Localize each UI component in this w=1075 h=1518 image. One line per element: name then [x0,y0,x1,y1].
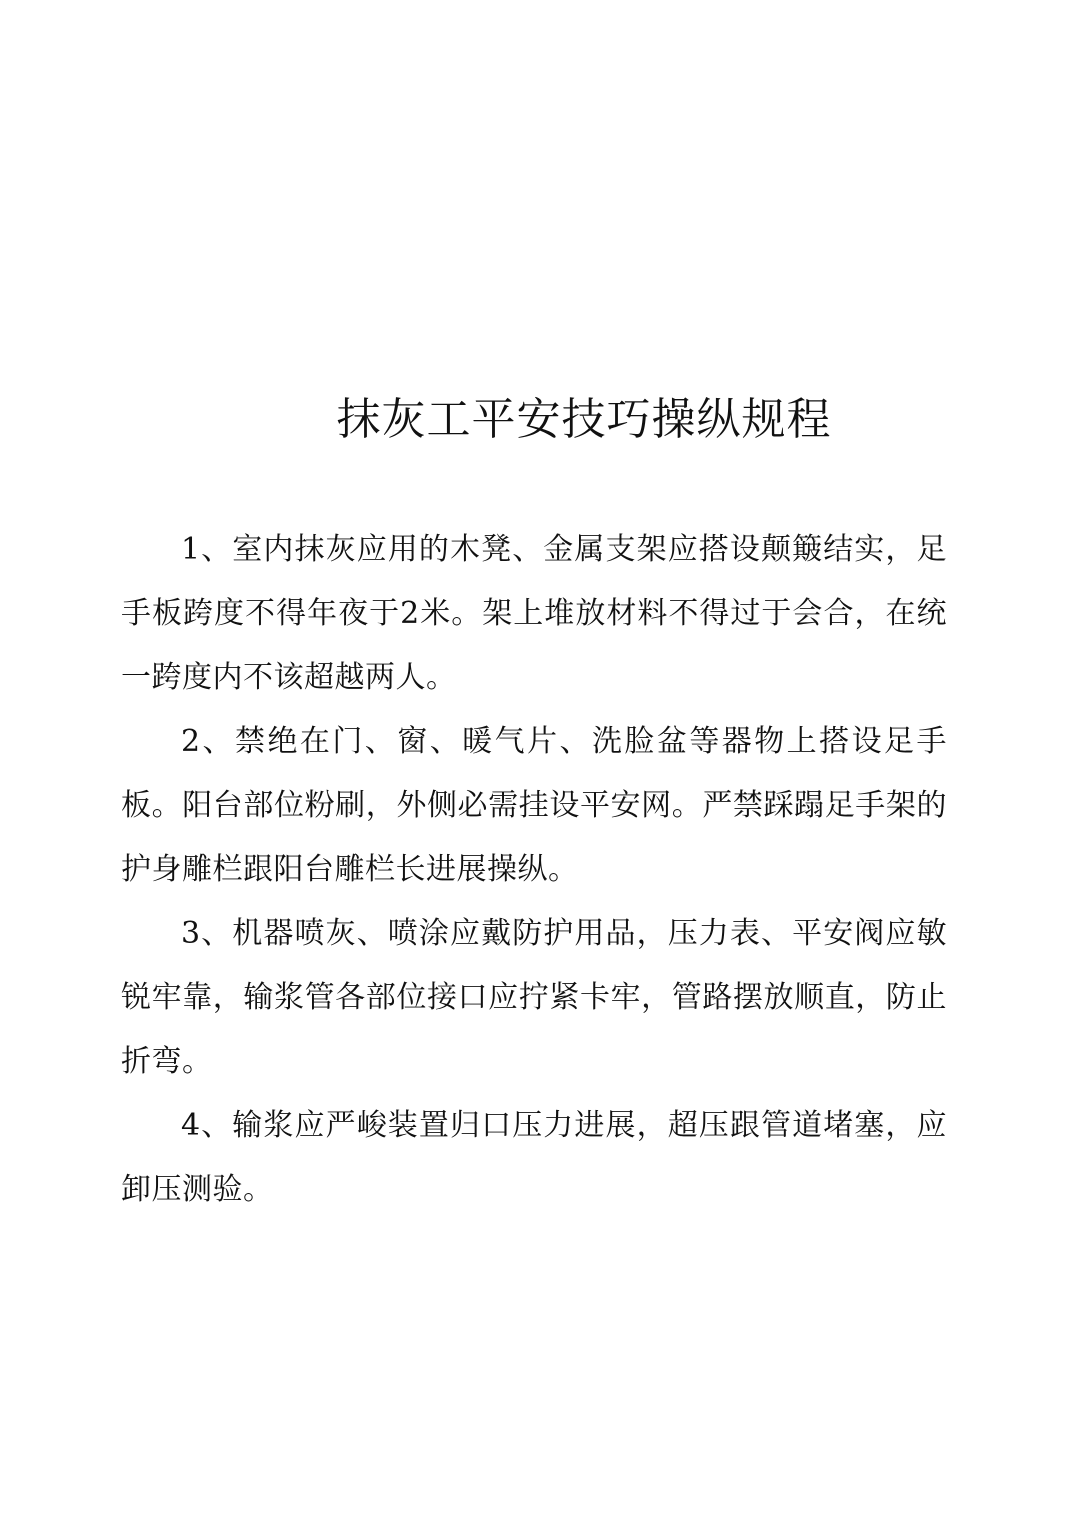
document-title: 抹灰工平安技巧操纵规程 [336,394,832,445]
paragraph-1: 1、室内抹灰应用的木凳、金属支架应搭设颠簸结实，足手板跨度不得年夜于2米。架上堆放材料不得过于会合，在统一跨度内不该超越两人。 [121,532,947,695]
paragraph-2: 2、禁绝在门、窗、暖气片、洗脸盆等器物上搭设足手板。阳台部位粉刷，外侧必需挂设平安网。严禁踩蹋足手架的护身雕栏跟阳台雕栏长进展操纵。 [121,724,947,887]
paragraph-4: 4、输浆应严峻装置归口压力进展，超压跟管道堵塞，应卸压测验。 [121,1108,947,1207]
document-body [121,518,947,1222]
paragraph-3: 3、机器喷灰、喷涂应戴防护用品，压力表、平安阀应敏锐牢靠，输浆管各部位接口应拧紧卡牢，管路摆放顺直，防止折弯。 [121,916,947,1079]
